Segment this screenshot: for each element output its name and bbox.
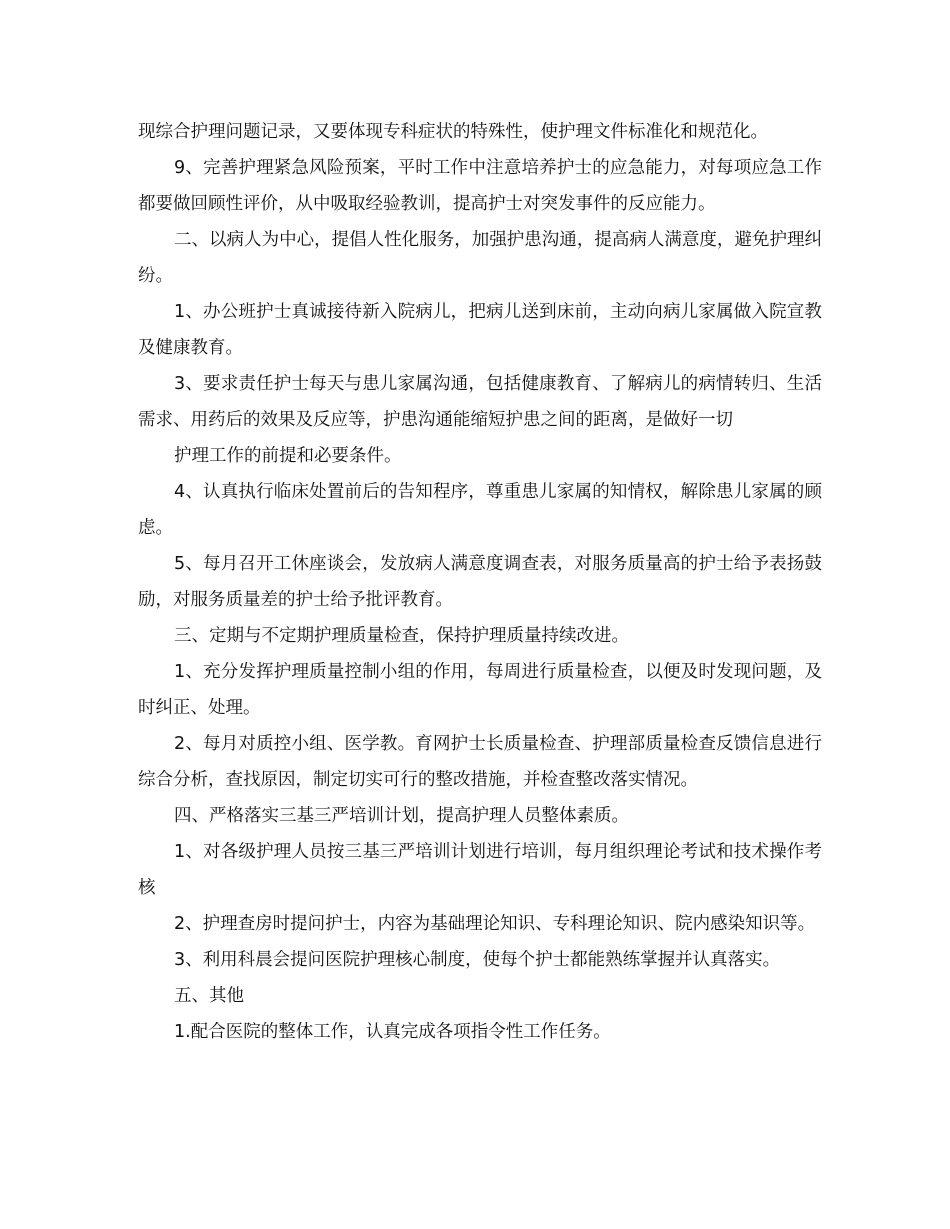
paragraph: 1、充分发挥护理质量控制小组的作用，每周进行质量检查，以便及时发现问题，及时纠正、处理。 [138, 662, 822, 718]
paragraph: 4、认真执行临床处置前后的告知程序，尊重患儿家属的知情权，解除患儿家属的顾虑。 [138, 482, 822, 538]
section-heading: 五、其他 [174, 986, 244, 1006]
paragraph: 9、完善护理紧急风险预案，平时工作中注意培养护士的应急能力，对每项应急工作都要做回顾性评价，从中吸取经验教训，提高护士对突发事件的反应能力。 [138, 158, 822, 214]
paragraph: 3、利用科晨会提问医院护理核心制度，使每个护士都能熟练掌握并认真落实。 [174, 950, 781, 970]
document-body [138, 114, 822, 1050]
paragraph: 1、办公班护士真诚接待新入院病儿，把病儿送到床前，主动向病儿家属做入院宣教及健康教育。 [138, 302, 822, 358]
paragraph: 3、要求责任护士每天与患儿家属沟通，包括健康教育、了解病儿的病情转归、生活需求、用药后的效果及反应等，护患沟通能缩短护患之间的距离，是做好一切 [138, 374, 822, 430]
paragraph: 5、每月召开工休座谈会，发放病人满意度调查表，对服务质量高的护士给予表扬鼓励，对服务质量差的护士给予批评教育。 [138, 554, 822, 610]
section-heading: 三、定期与不定期护理质量检查，保持护理质量持续改进。 [174, 626, 629, 646]
paragraph: 2、护理查房时提问护士，内容为基础理论知识、专科理论知识、院内感染知识等。 [174, 914, 816, 934]
paragraph: 现综合护理问题记录，又要体现专科症状的特殊性，使护理文件标准化和规范化。 [138, 122, 768, 142]
paragraph: 1、对各级护理人员按三基三严培训计划进行培训，每月组织理论考试和技术操作考核 [138, 842, 822, 898]
paragraph-continuation: 护理工作的前提和必要条件。 [174, 446, 402, 466]
paragraph: 1.配合医院的整体工作，认真完成各项指令性工作任务。 [174, 1022, 611, 1042]
paragraph: 2、每月对质控小组、医学教。育网护士长质量检查、护理部质量检查反馈信息进行综合分析，查找原因，制定切实可行的整改措施，并检查整改落实情况。 [138, 734, 822, 790]
section-heading: 二、以病人为中心，提倡人性化服务，加强护患沟通，提高病人满意度，避免护理纠纷。 [138, 230, 822, 286]
section-heading: 四、严格落实三基三严培训计划，提高护理人员整体素质。 [174, 806, 629, 826]
